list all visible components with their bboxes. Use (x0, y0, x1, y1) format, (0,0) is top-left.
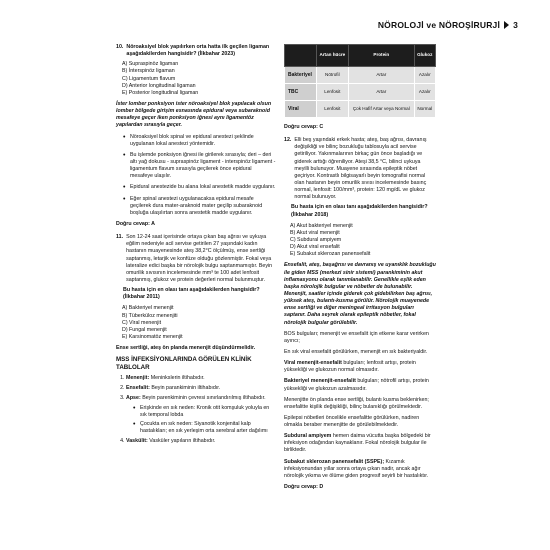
paragraph: Bakteriyel menenjit-ensefalit bulguları; nötrofil artışı, protein yüksekliği ve glukozun azalmasıdır. (284, 378, 429, 392)
option: C) Subdural ampiyem (290, 236, 342, 243)
csf-table (284, 44, 436, 118)
table-cell: Artar (349, 84, 414, 101)
bullet-item: • Nöroaksiyel blok spinal ve epidural anestezi şeklinde uygulanan lokal anestezi yöntemidir. (130, 134, 276, 148)
list-item: 2. Ensefalit: Beyin parankiminin iltihabıdır. (126, 385, 276, 392)
paragraph: Epilepsi nöbetleri öncelikle ensefalitte görülürken, nadiren olmakla beraber menenjitte de görülebilmektedir. (284, 414, 420, 429)
paragraph: Menenjitte ön planda ense sertliği, bulantı kusma beklenirken; ensefalitte kişilik değişikliği, bilinç bulanıklığı görülmektedir. (284, 396, 429, 410)
option: C) Ligamentum flavum (122, 75, 176, 82)
option: E) Karsinomatöz menenjit (122, 333, 183, 340)
page-number: 3 (513, 20, 518, 30)
bullet-item: • Epidural anestezide bu alana lokal anestetik madde uygulanır. (130, 184, 276, 191)
table-cell: Lenfosit (316, 101, 349, 118)
option: B) İnterspinöz ligaman (122, 68, 175, 75)
option: E) Subakut sklerozan panensefalit (290, 251, 371, 258)
bullet-item: • Bu işlemde ponksiyon iğnesi ile girilerek sırasıyla; deri – deri altı yağ dokusu - supraspinöz ligament - interspinöz ligament - ligamentum flavum sırasıyla geçilerek önce epidural mesafeye ulaşılır. (130, 152, 276, 181)
option: B) Akut viral menenjit (290, 229, 340, 236)
question-text: Nöroaksiyel blok yapılırken orta hatta ilk geçilen ligaman aşağıdakilerden hangisidir? (İlkbahar 2023) (126, 44, 270, 58)
table-row (285, 101, 436, 118)
question-number: 11. (116, 234, 124, 241)
table-cell: Bakteriyel (285, 67, 317, 84)
question-10 (116, 44, 276, 58)
bullet-list (116, 134, 276, 217)
table-cell: Nötrofil (316, 67, 349, 84)
table-row (285, 84, 436, 101)
answer: Doğru cevap: D (284, 484, 324, 491)
option: D) Anterior longitudinal ligaman (122, 82, 196, 89)
options-10 (122, 61, 276, 97)
table-cell: Viral (285, 101, 317, 118)
answer: Doğru cevap: C (284, 124, 324, 130)
table-cell: Azalır (414, 67, 436, 84)
sub-item: • Çocukta en sık neden: Siyanotik konjenital kalp hastalıkları; en sık yerleşim orta serebral arter dağılımı (140, 421, 276, 435)
explanation: İster lomber ponksiyon ister nöroaksiyel blok yapılacak olsun lomber bölgede girişim esnasında epidural veya subaraknoid mesafeye geçer iken ponksiyon iğnesi aynı ligamentöz yapılardan sırasıyla geçer. (116, 100, 272, 129)
options-11 (122, 305, 276, 341)
answer: Doğru cevap: A (116, 220, 155, 227)
paragraph: Viral menenjit-ensefalit bulguları; lenfosit artışı, protein yüksekliği ve glukozun normal olmasıdır. (284, 360, 416, 374)
list-item: 4. Vaskülit: Vasküler yapıların iltihabıdır. (126, 438, 276, 445)
paragraph: En sık viral ensefalit görülürken, menenjit en sık bakteriyaldir. (284, 348, 428, 355)
paragraph: Subakut sklerozan panensefalit (SSPE); Kızamık infeksiyonundan yıllar sonra ortaya çıkan nadir, ancak ağır nörolojik yıkıma ve ölüme giden progresif seyirli bir hastalıktır. (284, 458, 429, 479)
table-cell: Artar (349, 67, 414, 84)
table-cell: Lenfosit (316, 84, 349, 101)
table-header: Protein (349, 45, 414, 67)
explanation: Ensefalit, ateş, başağrısı ve davranış ve uyanıklık bozukluğu ile giden MSS (merkezi sinir sistemi) parankiminin akut inflamasyonu olarak tanımlanabilir. Genellikle eşlik eden başka nörolojik bulgular ve nöbetler de bulunabilir. Menenjit, saatler içinde giderek çok gidebilirken baş ağrısı, yüksek ateş, bulantı-kusma görülür. Nörolojik muayenede ense sertliği ve diğer meningeal irritasyon bulguları saptanır. Daha seyrek olarak epileptik nöbetler, fokal nörolojik bulgular görülebilir. (284, 262, 436, 326)
paragraph: Subdural ampiyem hemen daima vücutta başka bölgedeki bir infeksiyon odağından kaynaklanır. Fokal nörolojik bulgular ile birliktedir. (284, 433, 431, 454)
sub-item: • Erişkinde en sık neden: Kronik otit komşuluk yoluyla en sık temporal lobda (140, 405, 276, 419)
list-item: 3. Apse: Beyin parenkiminin çevresi sınırlandırılmış iltihabıdır. • Erişkinde en sık neden: Kronik otit komşuluk yoluyla en sık temporal lobda • Çocukta en sık neden: Siyanotik konjenital kalp hastalıkları; en sık yerleşim orta serebral arter dağılımı (126, 395, 276, 435)
left-column (116, 44, 276, 448)
question-text: Son 12-24 saat içerisinde ortaya çıkan baş ağrısı ve uykuya eğilim nedeniyle acil servise getirilen 27 yaşındaki kadın hastanın muayenesinde ateş 38,2°C ölçülmüş, ense sertliği saptanmış, letarjik ve konfüze olduğu gözlenmiştir. Fokal veya lateralize edici başka bir nörolojik bulgu saptanmamıştır. Beyin omurilik sıvısının incelemesinde mm³ te 100 adet lenfosit saptanmış, glukoz ve protein değerleri normal bulunmuştur. (126, 234, 273, 283)
question-text: Elli beş yaşındaki erkek hasta; ateş, baş ağrısı, davranış değişikliği ve bilinç bozukluğu tablosuyla acil servise getiriliyor. Yakınmalarının birkaç gün önce başladığı ve giderek arttığı öğreniliyor. Ateşi 38,5 °C, bilinci uykuya meyilli bulunuyor. Muayene sırasında epileptik nöbet geçiriyor. Kontrastlı bilgisayarlı beyin tomografisi normal olan hastanın beyin omurilik sıvısı incelemesinde basınç normal, lenfosit: 100/mm³, protein: 120 mg/dL ve glukoz normal bulunuyor. (294, 137, 427, 201)
triangle-icon (504, 21, 509, 29)
question-prompt: Bu hasta için en olası tanı aşağıdakilerden hangisidir? (İlkbahar 2018) (291, 204, 428, 218)
options-12 (290, 223, 436, 259)
paragraph: BOS bulguları; menenjit ve ensefalit için etkene karar verirken ayırıcı; (284, 330, 429, 344)
page-header (378, 20, 518, 30)
table-header: Glukoz (414, 45, 436, 67)
option: A) Supraspinöz ligaman (122, 61, 179, 68)
option: A) Akut bakteriyel menenjit (290, 222, 353, 229)
table-header-row (285, 45, 436, 67)
table-header: Artan hücre (316, 45, 349, 67)
question-prompt: Bu hasta için en olası tanı aşağıdakilerden hangisidir? (İlkbahar 2011) (123, 287, 260, 301)
list-item: 1. Menenjit: Meninkslerin iltihabıdır. (126, 375, 276, 382)
sub-list (126, 405, 276, 436)
header-title: NÖROLOJİ ve NÖROŞİRURJİ (377, 20, 501, 30)
table-header (285, 45, 317, 67)
table-row (285, 67, 436, 84)
option: D) Fungal menenjit (122, 326, 167, 333)
table-cell: Azalır (414, 84, 436, 101)
question-number: 12. (284, 137, 292, 144)
option: A) Bakteriyel menenjit (122, 305, 174, 312)
option: E) Posterior longitudinal ligaman (122, 89, 199, 96)
right-column (284, 44, 436, 497)
question-number: 10. (116, 44, 124, 50)
section-title: MSS İNFEKSİYONLARINDA GÖRÜLEN KLİNİK TABLOLAR (116, 356, 252, 371)
option: C) Viral menenjit (122, 319, 162, 326)
table-cell: TBC (285, 84, 317, 101)
table-cell: Normal (414, 101, 436, 118)
section-list (116, 375, 276, 445)
option: D) Akut viral ensefalit (290, 244, 340, 251)
question-11 (116, 234, 276, 284)
bullet-item: • Eğer spinal anestezi uygulanacaksa epidural mesafe geçilerek dura mater-araknoid mater geçilip subaraknoid boşluğa ulaşılırtan sonra anestetik madde uygulanır. (130, 196, 276, 217)
table-cell: Çok Hafif Artar veya Normal (349, 101, 414, 118)
question-12 (284, 137, 436, 201)
option: B) Tüberküloz menenjiti (122, 312, 178, 319)
note: Ense sertliği, ateş ön planda menenjit düşündürmelidir. (116, 345, 256, 352)
